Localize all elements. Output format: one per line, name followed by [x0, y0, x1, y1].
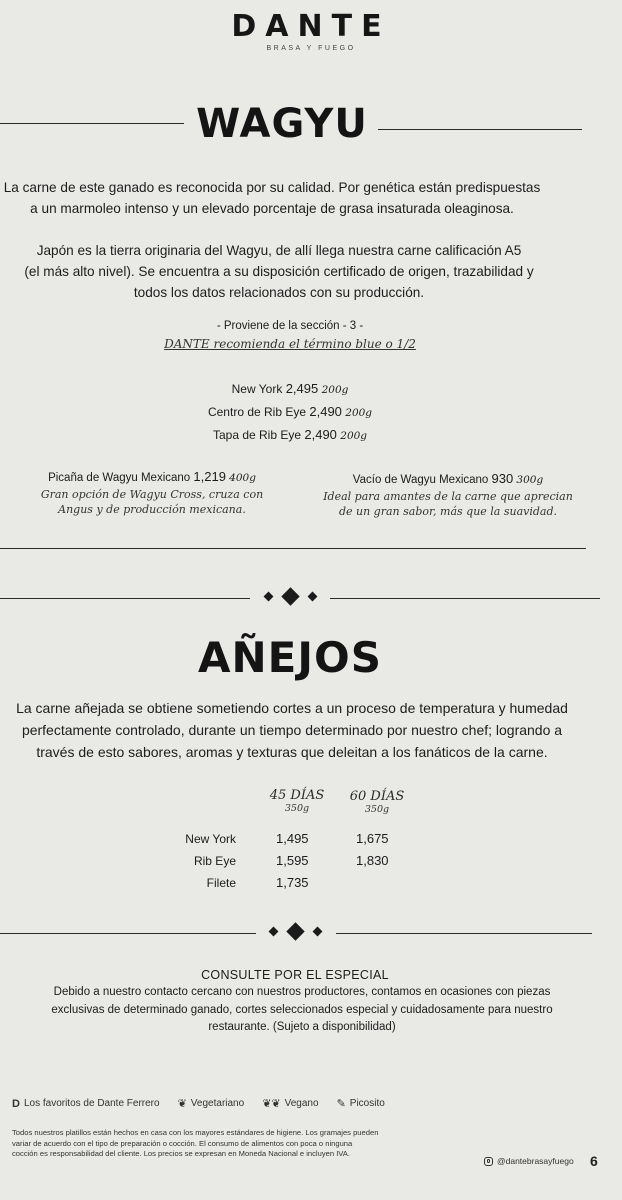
picana-item: Picaña de Wagyu Mexicano 1,219 400g Gran opción de Wagyu Cross, cruza con Angus y de producción mexicana.: [40, 469, 264, 516]
especial-title: CONSULTE POR EL ESPECIAL: [201, 968, 389, 982]
recommendation: DANTE recomienda el término blue o 1/2: [164, 337, 416, 351]
anejos-intro: La carne añejada se obtiene sometiendo cortes a un proceso de temperatura y humedad perfectamente controlado, durante un tiempo determinado por nuestro chef; logrando a través de esto sabores, aromas y texturas que deleitan a los fanáticos de la carne.: [16, 700, 568, 760]
wagyu-cut: Tapa de Rib Eye 2,490 200g: [212, 427, 368, 442]
chili-icon: ✎: [336, 1098, 346, 1110]
section-divider: [0, 548, 586, 549]
wagyu-cut: Centro de Rib Eye 2,490 200g: [207, 404, 373, 419]
legend-item: D Los favoritos de Dante Ferrero: [12, 1097, 160, 1110]
legend-item: ❦❦ Vegano: [262, 1098, 319, 1110]
brand-name: DANTE: [231, 9, 391, 44]
anejos-title: AÑEJOS: [198, 633, 382, 682]
table-row-label: Rib Eye: [193, 854, 236, 868]
leaf-icon: ❦: [177, 1098, 187, 1110]
legend-item: ❦ Vegetariano: [177, 1098, 245, 1110]
col-45-header: 45 DÍAS 350g: [269, 788, 325, 814]
diamond-separator: [0, 925, 622, 938]
table-row-label: Filete: [206, 876, 236, 890]
wagyu-title: WAGYU: [196, 101, 368, 147]
especial-text: Debido a nuestro contacto cercano con nuestros productores, contamos en ocasiones con piezas exclusivas de determinado ganado, cortes seleccionados especial y cuidadosamente para nuestro restaurante. (Sujeto a disponibilidad): [51, 986, 553, 1033]
legend: [12, 1097, 385, 1110]
divider-right: [378, 129, 582, 130]
brand-tagline: BRASA Y FUEGO: [266, 45, 356, 52]
brand-logo: [0, 10, 622, 52]
diamond-icon: [263, 592, 273, 602]
dante-favorite-icon: D: [12, 1097, 20, 1110]
anejos-col-60: 1,675 1,830: [356, 831, 389, 868]
anejos-col-45: 1,495 1,595 1,735: [276, 831, 309, 890]
section-note: - Proviene de la sección - 3 -: [216, 320, 364, 332]
double-leaf-icon: ❦❦: [262, 1098, 281, 1110]
diamond-icon: [268, 927, 278, 937]
social-handle: @dantebrasayfuego: [484, 1156, 574, 1166]
diamond-separator: [0, 590, 622, 603]
table-row-label: New York: [185, 832, 236, 846]
wagyu-cuts: [150, 378, 430, 447]
diamond-icon: [281, 587, 299, 605]
diamond-icon: [312, 927, 322, 937]
instagram-icon: [484, 1157, 493, 1166]
col-60-header: 60 DÍAS 350g: [349, 789, 405, 815]
anejos-row-labels: [140, 828, 236, 894]
diamond-icon: [286, 922, 304, 940]
wagyu-intro: La carne de este ganado es reconocida por su calidad. Por genética están predispuestas a un marmoleo intenso y un elevado porcentaje de grasa insaturada oleaginosa.: [3, 180, 541, 216]
wagyu-cut: New York 2,495 200g: [231, 381, 349, 396]
vacio-item: Vacío de Wagyu Mexicano 930 300g Ideal para amantes de la carne que aprecian de un gran sabor, más que la suavidad.: [323, 471, 573, 518]
footnote: Todos nuestros platillos están hechos en casa con los mayores estándares de higiene. Los gramajes pueden variar de acuerdo con el tipo de preparación o cocción. El consumo de alimentos con poca o ninguna cocción es responsabilidad del cliente. Los precios se expresan en Moneda Nacional e incluyen IVA.: [12, 1128, 379, 1158]
legend-item: ✎ Picosito: [336, 1098, 385, 1110]
page-number: 6: [590, 1153, 598, 1169]
divider-left: [0, 123, 184, 124]
wagyu-origin: Japón es la tierra originaria del Wagyu, de allí llega nuestra carne calificación A5 (el más alto nivel). Se encuentra a su disposición certificado de origen, trazabilidad y todos los datos relacionados con su producción.: [24, 243, 534, 300]
diamond-icon: [307, 592, 317, 602]
